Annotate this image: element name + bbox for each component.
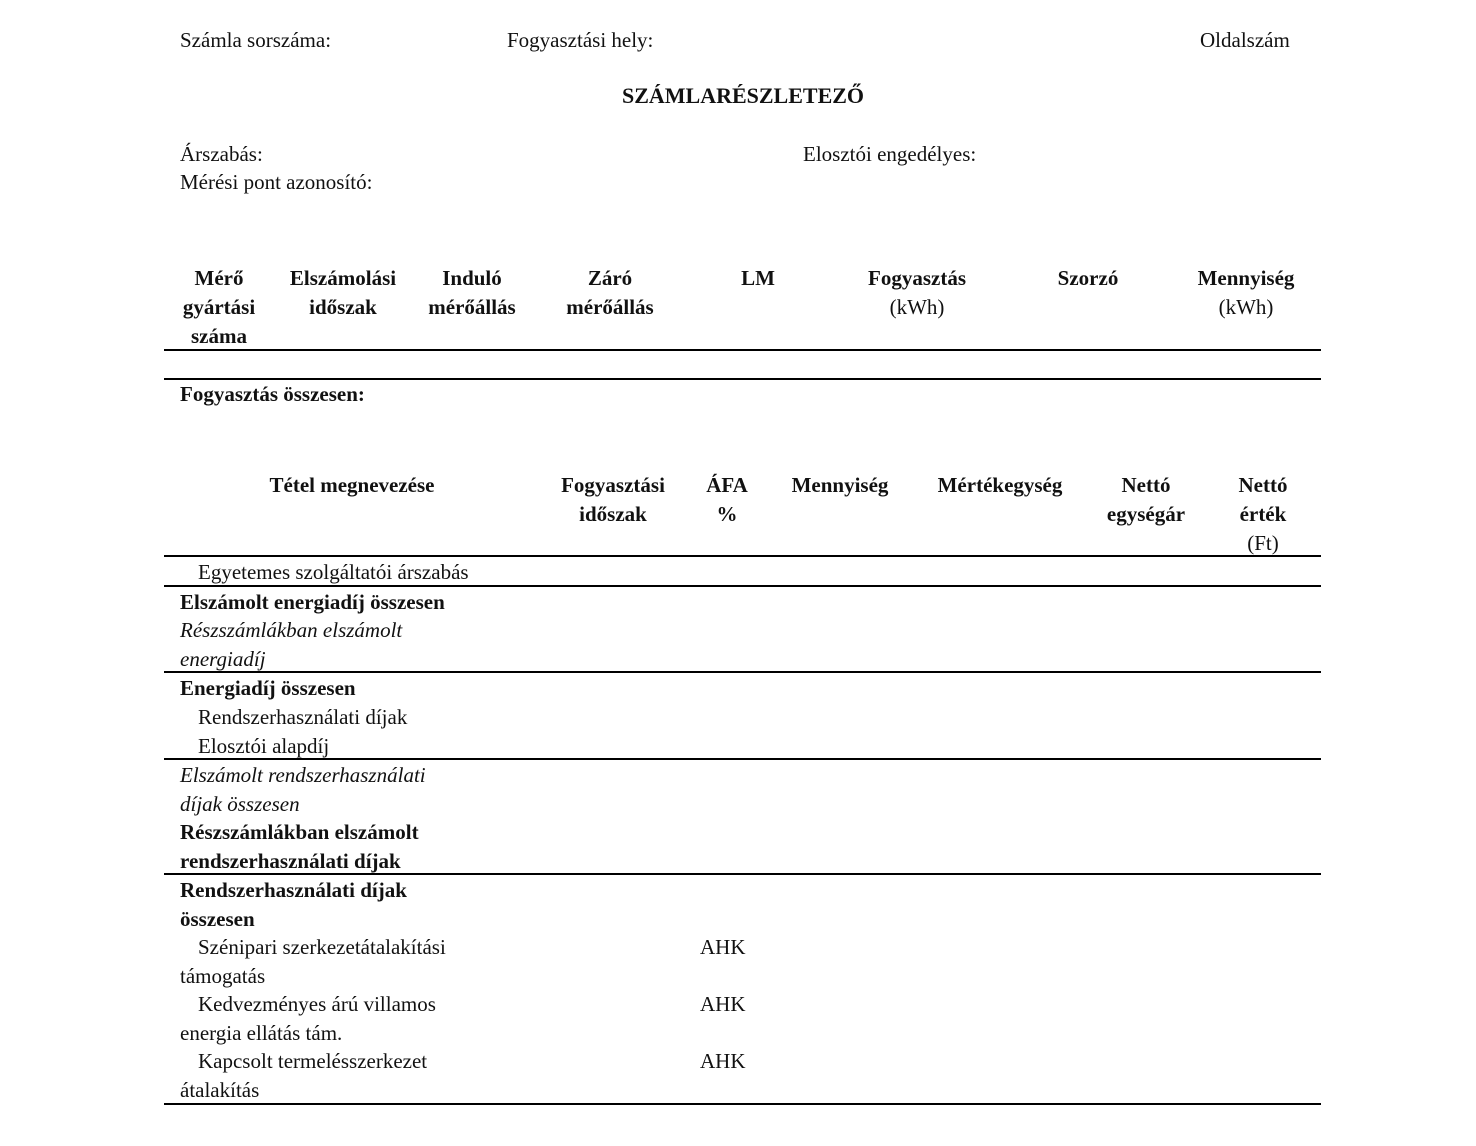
items-col-period-line2: időszak [579, 502, 647, 526]
item-row-1: Egyetemes szolgáltatói árszabás [198, 560, 469, 584]
item-row-3-line1: Részszámlákban elszámolt [180, 618, 403, 642]
distributor-label: Elosztói engedélyes: [803, 142, 977, 166]
meter-col-quantity [1180, 264, 1312, 322]
document-title: SZÁMLARÉSZLETEZŐ [621, 83, 865, 108]
items-col-unit-line1: Mértékegység [937, 473, 1063, 497]
meter-col-multiplier [1036, 264, 1140, 293]
meter-col-meter-number-line1: Mérő [194, 266, 244, 290]
meter-col-billing-period [276, 264, 410, 322]
meter-col-billing-period-line2: időszak [309, 295, 377, 319]
items-rule-2 [164, 585, 1321, 587]
items-col-vat-line1: ÁFA [706, 473, 748, 497]
items-col-net-unit-price-line1: Nettó [1121, 473, 1171, 497]
meter-col-lm-line1: LM [741, 266, 775, 290]
items-col-vat-line2: % [716, 502, 738, 526]
item-row-11-line1: Kedvezményes árú villamos [198, 992, 436, 1016]
invoice-number-label: Számla sorszáma: [180, 28, 332, 52]
meter-col-consumption-unit: (kWh) [889, 295, 945, 319]
item-row-8-line2: rendszerhasználati díjak [180, 849, 401, 873]
items-rule-3 [164, 671, 1321, 673]
meter-col-end-reading-line1: Záró [587, 266, 633, 290]
meter-col-lm [718, 264, 798, 293]
meter-col-billing-period-line1: Elszámolási [289, 266, 397, 290]
metering-point-label: Mérési pont azonosító: [180, 170, 373, 194]
item-row-10-vat: AHK [700, 935, 746, 959]
consumption-place-label: Fogyasztási hely: [507, 28, 654, 52]
item-row-8-line1: Részszámlákban elszámolt [180, 820, 419, 844]
items-col-quantity-line1: Mennyiség [791, 473, 889, 497]
meter-col-meter-number-line3: száma [191, 324, 247, 348]
items-col-item-name-line1: Tétel megnevezése [269, 473, 435, 497]
items-col-net-unit-price-line2: egységár [1106, 502, 1186, 526]
items-col-net-value [1220, 471, 1306, 558]
item-row-7-line2: díjak összesen [180, 792, 300, 816]
items-col-period [540, 471, 686, 529]
item-row-4: Energiadíj összesen [180, 676, 356, 700]
item-row-9-line2: összesen [180, 907, 255, 931]
items-col-quantity [776, 471, 904, 500]
items-col-net-value-line2: érték [1239, 502, 1287, 526]
meter-col-start-reading-line1: Induló [442, 266, 502, 290]
items-col-unit [918, 471, 1082, 500]
items-col-net-unit-price [1092, 471, 1200, 529]
meter-col-end-reading [548, 264, 672, 322]
items-col-item-name [180, 471, 524, 500]
meter-col-consumption-line1: Fogyasztás [868, 266, 966, 290]
items-col-vat [694, 471, 760, 529]
item-row-2: Elszámolt energiadíj összesen [180, 590, 445, 614]
tariff-label: Árszabás: [180, 142, 263, 166]
consumption-total-label: Fogyasztás összesen: [180, 382, 365, 406]
meter-col-end-reading-line2: mérőállás [566, 295, 654, 319]
items-col-net-value-unit: (Ft) [1247, 531, 1279, 555]
items-rule-5 [164, 873, 1321, 875]
item-row-3-line2: energiadíj [180, 647, 266, 671]
meter-col-start-reading [412, 264, 532, 322]
item-row-9-line1: Rendszerhasználati díjak [180, 878, 407, 902]
meter-col-consumption [846, 264, 988, 322]
meter-col-quantity-unit: (kWh) [1218, 295, 1274, 319]
meter-col-start-reading-line2: mérőállás [428, 295, 516, 319]
item-row-12-line1: Kapcsolt termelésszerkezet [198, 1049, 428, 1073]
item-row-11-line2: energia ellátás tám. [180, 1021, 343, 1045]
items-col-period-line1: Fogyasztási [561, 473, 665, 497]
page-number-label: Oldalszám [1200, 28, 1290, 52]
meter-col-multiplier-line1: Szorzó [1057, 266, 1119, 290]
item-row-11-vat: AHK [700, 992, 746, 1016]
item-row-7-line1: Elszámolt rendszerhasználati [180, 763, 426, 787]
items-col-net-value-line1: Nettó [1238, 473, 1288, 497]
items-header-rule [164, 555, 1321, 557]
item-row-12-line2: átalakítás [180, 1078, 260, 1102]
item-row-10-line1: Szénipari szerkezetátalakítási [198, 935, 446, 959]
meter-col-quantity-line1: Mennyiség [1197, 266, 1295, 290]
meter-header-rule [164, 349, 1321, 351]
item-row-5: Rendszerhasználati díjak [198, 705, 408, 729]
items-rule-4 [164, 758, 1321, 760]
item-row-10-line2: támogatás [180, 964, 266, 988]
item-row-12-vat: AHK [700, 1049, 746, 1073]
items-bottom-rule [164, 1103, 1321, 1105]
meter-col-meter-number-line2: gyártási [182, 295, 256, 319]
item-row-6: Elosztói alapdíj [198, 734, 330, 758]
meter-col-meter-number [168, 264, 270, 351]
